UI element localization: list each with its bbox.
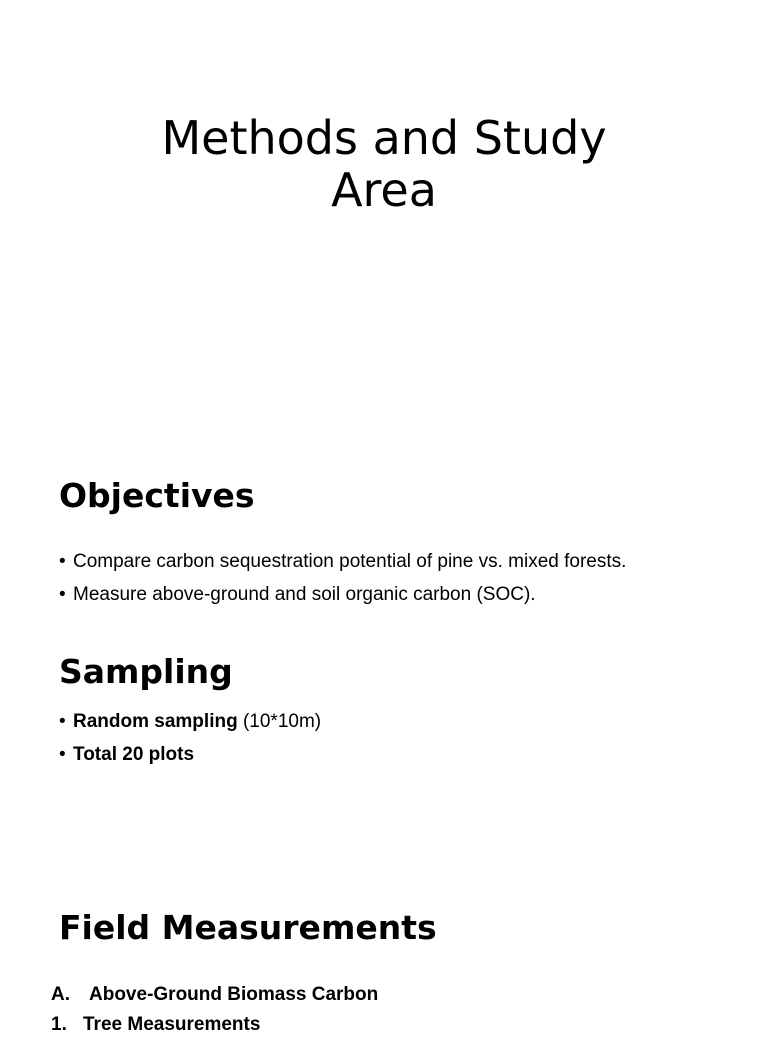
bullet-icon: • (59, 584, 66, 605)
sampling-plot-size: (10*10m) (237, 711, 322, 732)
subsection-1 (51, 1013, 260, 1037)
field-measurements-heading: Field Measurements (59, 908, 437, 947)
sampling-heading: Sampling (59, 652, 233, 691)
objectives-heading: Objectives (59, 476, 255, 515)
subsection-1-marker: 1. (51, 1014, 67, 1035)
sampling-method-label: Random sampling (73, 711, 238, 732)
subsection-a-label: Above-Ground Biomass Carbon (89, 984, 379, 1005)
subsection-a-marker: A. (51, 984, 70, 1005)
subsection-1-label: Tree Measurements (83, 1014, 261, 1035)
list-item (59, 578, 626, 611)
page-title-line-2: Area (331, 163, 437, 217)
sampling-list (59, 705, 321, 771)
list-item (59, 705, 321, 738)
page-title-line-1: Methods and Study (161, 111, 607, 165)
list-item (59, 738, 321, 771)
sampling-plot-count: Total 20 plots (73, 744, 195, 765)
objectives-list (59, 545, 626, 611)
page-title (0, 112, 768, 216)
bullet-icon: • (59, 744, 66, 765)
bullet-icon: • (59, 711, 66, 732)
objective-1-text: Compare carbon sequestration potential of pine vs. mixed forests. (73, 551, 627, 572)
bullet-icon: • (59, 551, 66, 572)
subsection-a (51, 983, 378, 1007)
objective-2-text: Measure above-ground and soil organic carbon (SOC). (73, 584, 536, 605)
list-item (59, 545, 626, 578)
